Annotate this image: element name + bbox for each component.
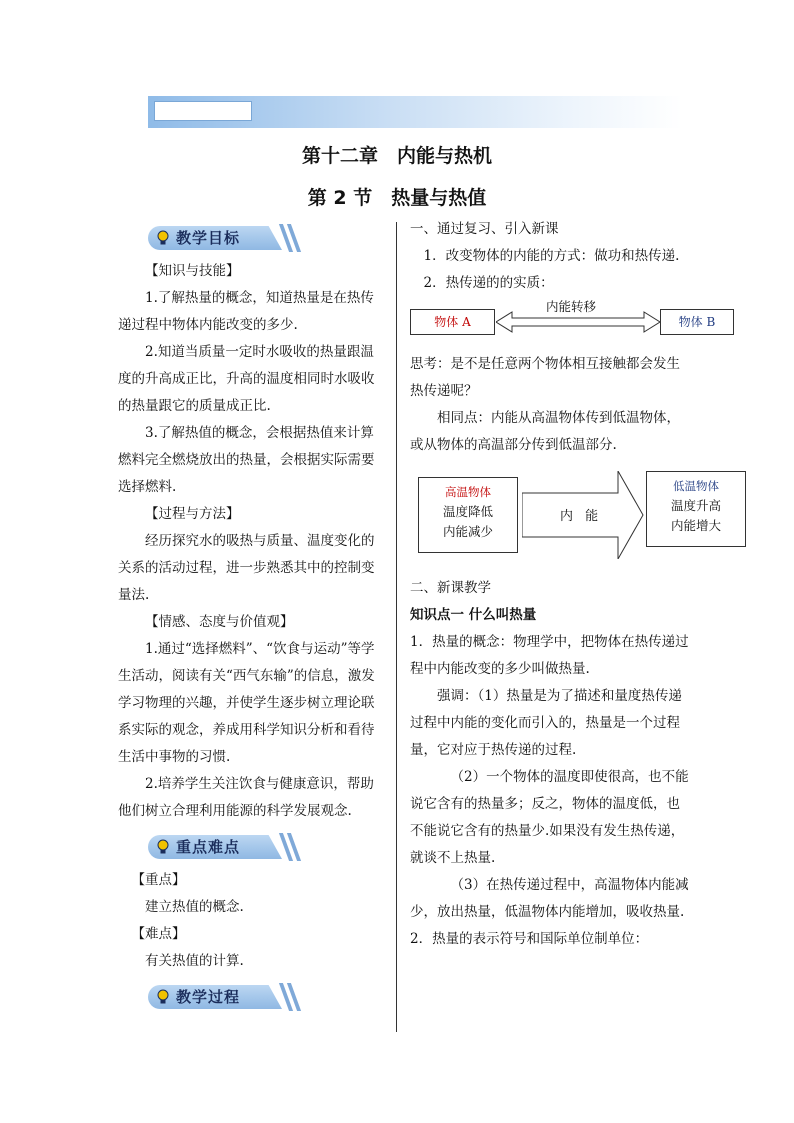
- knowledge-item: 1.了解热量的概念，知道热量是在热传递过程中物体内能改变的多少.: [118, 290, 374, 333]
- part1-title: 一、通过复习、引入新课: [410, 221, 559, 237]
- objectives-heading-label: 教学目标: [176, 229, 241, 247]
- difficult-label: 【难点】: [131, 926, 186, 942]
- hot-object-title: 高温物体: [445, 485, 491, 499]
- transfer-arrow-label: 内能转移: [546, 299, 597, 314]
- process-heading-label: 教学过程: [176, 988, 241, 1006]
- item-2: 2．热传递的的实质：: [423, 275, 554, 291]
- emphasis-2: （2）一个物体的温度即使很高，也不能说它含有的热量多；反之，物体的温度低，也不能说它含有的热量少.如果没有发生热传递，就谈不上热量.: [410, 769, 689, 866]
- objectives-heading: [148, 224, 388, 252]
- hot-object-box: [418, 477, 518, 553]
- part2-title: 二、新课教学: [410, 580, 491, 596]
- banner-box: [154, 101, 252, 121]
- process-text: 经历探究水的吸热与质量、温度变化的关系的活动过程，进一步熟悉其中的控制变量法.: [118, 533, 375, 603]
- process-label: 【过程与方法】: [145, 506, 240, 522]
- key-text: 建立热值的概念.: [145, 899, 244, 915]
- knowledge-item: 3.了解热值的概念，会根据热值来计算燃料完全燃烧放出的热量，会根据实际需要选择燃料.: [118, 425, 375, 495]
- double-arrow-icon: [496, 311, 660, 333]
- lightbulb-icon: [156, 839, 170, 855]
- emphasis-1: 强调：（1）热量是为了描述和量度热传递过程中内能的变化而引入的，热量是一个过程量，它对应于热传递的过程.: [410, 688, 682, 758]
- hot-object-line2: 内能减少: [442, 524, 493, 539]
- knowledge-label: 【知识与技能】: [145, 263, 240, 279]
- emphasis-3: （3）在热传递过程中，高温物体内能减少，放出热量，低温物体内能增加，吸收热量.: [410, 877, 689, 920]
- knowledge-point-1-title: 知识点一 什么叫热量: [410, 607, 537, 623]
- lightbulb-icon: [156, 230, 170, 246]
- cold-object-title: 低温物体: [673, 479, 719, 493]
- box-object-a: 物体 A: [410, 309, 495, 335]
- keypoints-heading: [148, 833, 388, 861]
- hot-cold-diagram: [410, 471, 721, 567]
- emotion-item: 1.通过“选择燃料”、“饮食与运动”等学生活动，阅读有关“西气东输”的信息，激发学习物理的兴趣，并使学生逐步树立理论联系实际的观念，养成用科学知识分析和看待生活中事物的习惯.: [118, 641, 375, 765]
- column-divider: [396, 222, 397, 1032]
- think-question: 思考：是不是任意两个物体相互接触都会发生热传递呢？: [410, 356, 680, 399]
- box-object-b: 物体 B: [660, 309, 734, 335]
- process-heading: [148, 983, 388, 1011]
- key-label: 【重点】: [131, 872, 186, 888]
- lightbulb-icon: [156, 989, 170, 1005]
- emotion-item: 2.培养学生关注饮食与健康意识，帮助他们树立合理利用能源的科学发展观念.: [118, 776, 374, 819]
- same-point: 相同点：内能从高温物体传到低温物体，或从物体的高温部分传到低温部分.: [410, 410, 680, 453]
- internal-energy-label: 内 能: [560, 509, 603, 524]
- chapter-title: 第十二章 内能与热机: [301, 145, 492, 167]
- knowledge-item: 2.知道当质量一定时水吸收的热量跟温度的升高成正比，升高的温度相同时水吸收的热量跟它的质量成正比.: [118, 344, 375, 414]
- item-1: 1．改变物体的内能的方式：做功和热传递.: [423, 248, 680, 264]
- section-title: 第 2 节 热量与热值: [307, 187, 487, 209]
- heat-definition: 1．热量的概念：物理学中，把物体在热传递过程中内能改变的多少叫做热量.: [410, 634, 689, 677]
- difficult-text: 有关热值的计算.: [145, 953, 244, 969]
- energy-transfer-diagram: [410, 299, 716, 345]
- right-column: [410, 216, 721, 953]
- emotion-label: 【情感、态度与价值观】: [145, 614, 294, 630]
- cold-object-line1: 温度升高: [670, 498, 721, 513]
- heat-unit-item: 2．热量的表示符号和国际单位制单位：: [410, 931, 649, 947]
- left-column: [118, 224, 384, 1017]
- hot-object-line1: 温度降低: [442, 504, 493, 519]
- keypoints-heading-label: 重点难点: [176, 838, 241, 856]
- header-banner: [148, 96, 682, 128]
- cold-object-box: [646, 471, 746, 547]
- cold-object-line2: 内能增大: [670, 518, 721, 533]
